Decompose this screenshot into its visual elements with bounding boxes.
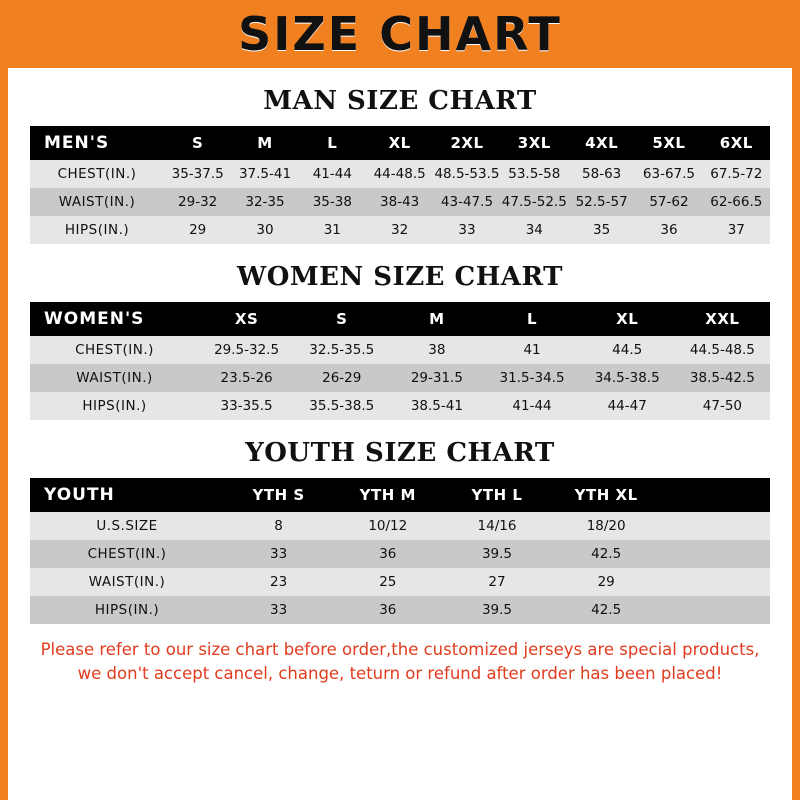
men-row-waist-label: WAIST(IN.) bbox=[30, 188, 164, 216]
youth-hips-l: 39.5 bbox=[442, 596, 551, 624]
men-waist-m: 32-35 bbox=[231, 188, 298, 216]
order-notice bbox=[30, 638, 770, 686]
women-header-label: WOMEN'S bbox=[30, 302, 199, 336]
women-chest-xl: 44.5 bbox=[580, 336, 675, 364]
youth-col-xl: YTH XL bbox=[552, 478, 661, 512]
table-row bbox=[30, 392, 770, 420]
youth-col-s: YTH S bbox=[224, 478, 333, 512]
men-waist-5xl: 57-62 bbox=[635, 188, 702, 216]
women-chest-s: 32.5-35.5 bbox=[294, 336, 389, 364]
women-size-table bbox=[30, 302, 770, 420]
women-hips-xl: 44-47 bbox=[580, 392, 675, 420]
youth-ussize-m: 10/12 bbox=[333, 512, 442, 540]
men-hips-2xl: 33 bbox=[433, 216, 500, 244]
women-waist-m: 29-31.5 bbox=[389, 364, 484, 392]
youth-header-label: YOUTH bbox=[30, 478, 224, 512]
men-col-m: M bbox=[231, 126, 298, 160]
men-chest-l: 41-44 bbox=[299, 160, 366, 188]
table-row bbox=[30, 188, 770, 216]
women-row-chest-label: CHEST(IN.) bbox=[30, 336, 199, 364]
chart-content bbox=[8, 86, 792, 686]
men-chest-3xl: 53.5-58 bbox=[501, 160, 568, 188]
table-row bbox=[30, 160, 770, 188]
men-col-s: S bbox=[164, 126, 231, 160]
women-hips-s: 35.5-38.5 bbox=[294, 392, 389, 420]
women-waist-xl: 34.5-38.5 bbox=[580, 364, 675, 392]
youth-row-ussize-label: U.S.SIZE bbox=[30, 512, 224, 540]
table-header-row bbox=[30, 126, 770, 160]
women-section-title: WOMEN SIZE CHART bbox=[237, 262, 563, 292]
youth-ussize-xl: 18/20 bbox=[552, 512, 661, 540]
men-hips-m: 30 bbox=[231, 216, 298, 244]
youth-col-m: YTH M bbox=[333, 478, 442, 512]
men-col-3xl: 3XL bbox=[501, 126, 568, 160]
youth-hips-xl: 42.5 bbox=[552, 596, 661, 624]
women-chest-l: 41 bbox=[484, 336, 579, 364]
men-col-6xl: 6XL bbox=[703, 126, 770, 160]
women-waist-s: 26-29 bbox=[294, 364, 389, 392]
youth-hips-s: 33 bbox=[224, 596, 333, 624]
men-waist-xl: 38-43 bbox=[366, 188, 433, 216]
women-col-l: L bbox=[484, 302, 579, 336]
men-hips-4xl: 35 bbox=[568, 216, 635, 244]
youth-row-hips-label: HIPS(IN.) bbox=[30, 596, 224, 624]
men-chest-m: 37.5-41 bbox=[231, 160, 298, 188]
men-col-4xl: 4XL bbox=[568, 126, 635, 160]
women-chest-xxl: 44.5-48.5 bbox=[675, 336, 770, 364]
youth-chest-xl: 42.5 bbox=[552, 540, 661, 568]
order-notice-line-2: we don't accept cancel, change, teturn or refund after order has been placed! bbox=[77, 663, 723, 683]
table-header-row bbox=[30, 478, 770, 512]
youth-ussize-empty bbox=[661, 512, 770, 540]
youth-waist-empty bbox=[661, 568, 770, 596]
youth-ussize-l: 14/16 bbox=[442, 512, 551, 540]
women-chest-xs: 29.5-32.5 bbox=[199, 336, 294, 364]
table-row bbox=[30, 596, 770, 624]
women-waist-xxl: 38.5-42.5 bbox=[675, 364, 770, 392]
women-row-hips-label: HIPS(IN.) bbox=[30, 392, 199, 420]
men-chest-4xl: 58-63 bbox=[568, 160, 635, 188]
table-row bbox=[30, 336, 770, 364]
youth-col-l: YTH L bbox=[442, 478, 551, 512]
men-col-5xl: 5XL bbox=[635, 126, 702, 160]
youth-size-table bbox=[30, 478, 770, 624]
men-col-l: L bbox=[299, 126, 366, 160]
youth-chest-l: 39.5 bbox=[442, 540, 551, 568]
youth-section-title: YOUTH SIZE CHART bbox=[245, 438, 555, 468]
men-chest-5xl: 63-67.5 bbox=[635, 160, 702, 188]
table-row bbox=[30, 216, 770, 244]
men-hips-5xl: 36 bbox=[635, 216, 702, 244]
page-header bbox=[0, 0, 800, 68]
men-hips-6xl: 37 bbox=[703, 216, 770, 244]
youth-ussize-s: 8 bbox=[224, 512, 333, 540]
youth-hips-empty bbox=[661, 596, 770, 624]
men-hips-s: 29 bbox=[164, 216, 231, 244]
youth-col-empty bbox=[661, 478, 770, 512]
table-row bbox=[30, 512, 770, 540]
page-title: SIZE CHART bbox=[238, 7, 562, 61]
women-col-s: S bbox=[294, 302, 389, 336]
table-row bbox=[30, 568, 770, 596]
men-chest-2xl: 48.5-53.5 bbox=[433, 160, 500, 188]
women-col-xs: XS bbox=[199, 302, 294, 336]
table-row bbox=[30, 540, 770, 568]
men-header-label: MEN'S bbox=[30, 126, 164, 160]
men-waist-l: 35-38 bbox=[299, 188, 366, 216]
men-col-xl: XL bbox=[366, 126, 433, 160]
men-chest-xl: 44-48.5 bbox=[366, 160, 433, 188]
table-row bbox=[30, 364, 770, 392]
youth-chest-s: 33 bbox=[224, 540, 333, 568]
youth-chest-empty bbox=[661, 540, 770, 568]
women-hips-xxl: 47-50 bbox=[675, 392, 770, 420]
youth-waist-l: 27 bbox=[442, 568, 551, 596]
men-hips-xl: 32 bbox=[366, 216, 433, 244]
women-row-waist-label: WAIST(IN.) bbox=[30, 364, 199, 392]
youth-waist-s: 23 bbox=[224, 568, 333, 596]
men-hips-l: 31 bbox=[299, 216, 366, 244]
women-chest-m: 38 bbox=[389, 336, 484, 364]
youth-hips-m: 36 bbox=[333, 596, 442, 624]
women-hips-m: 38.5-41 bbox=[389, 392, 484, 420]
men-chest-6xl: 67.5-72 bbox=[703, 160, 770, 188]
youth-row-chest-label: CHEST(IN.) bbox=[30, 540, 224, 568]
men-waist-3xl: 47.5-52.5 bbox=[501, 188, 568, 216]
women-hips-l: 41-44 bbox=[484, 392, 579, 420]
women-hips-xs: 33-35.5 bbox=[199, 392, 294, 420]
table-header-row bbox=[30, 302, 770, 336]
men-waist-s: 29-32 bbox=[164, 188, 231, 216]
youth-waist-xl: 29 bbox=[552, 568, 661, 596]
men-section-title: MAN SIZE CHART bbox=[263, 86, 537, 116]
youth-row-waist-label: WAIST(IN.) bbox=[30, 568, 224, 596]
women-waist-l: 31.5-34.5 bbox=[484, 364, 579, 392]
men-waist-2xl: 43-47.5 bbox=[433, 188, 500, 216]
men-col-2xl: 2XL bbox=[433, 126, 500, 160]
order-notice-line-1: Please refer to our size chart before order,the customized jerseys are special products, bbox=[40, 640, 760, 659]
men-waist-6xl: 62-66.5 bbox=[703, 188, 770, 216]
men-chest-s: 35-37.5 bbox=[164, 160, 231, 188]
youth-chest-m: 36 bbox=[333, 540, 442, 568]
youth-waist-m: 25 bbox=[333, 568, 442, 596]
women-col-xxl: XXL bbox=[675, 302, 770, 336]
women-col-m: M bbox=[389, 302, 484, 336]
men-hips-3xl: 34 bbox=[501, 216, 568, 244]
women-waist-xs: 23.5-26 bbox=[199, 364, 294, 392]
men-row-hips-label: HIPS(IN.) bbox=[30, 216, 164, 244]
women-col-xl: XL bbox=[580, 302, 675, 336]
men-waist-4xl: 52.5-57 bbox=[568, 188, 635, 216]
men-row-chest-label: CHEST(IN.) bbox=[30, 160, 164, 188]
men-size-table bbox=[30, 126, 770, 244]
